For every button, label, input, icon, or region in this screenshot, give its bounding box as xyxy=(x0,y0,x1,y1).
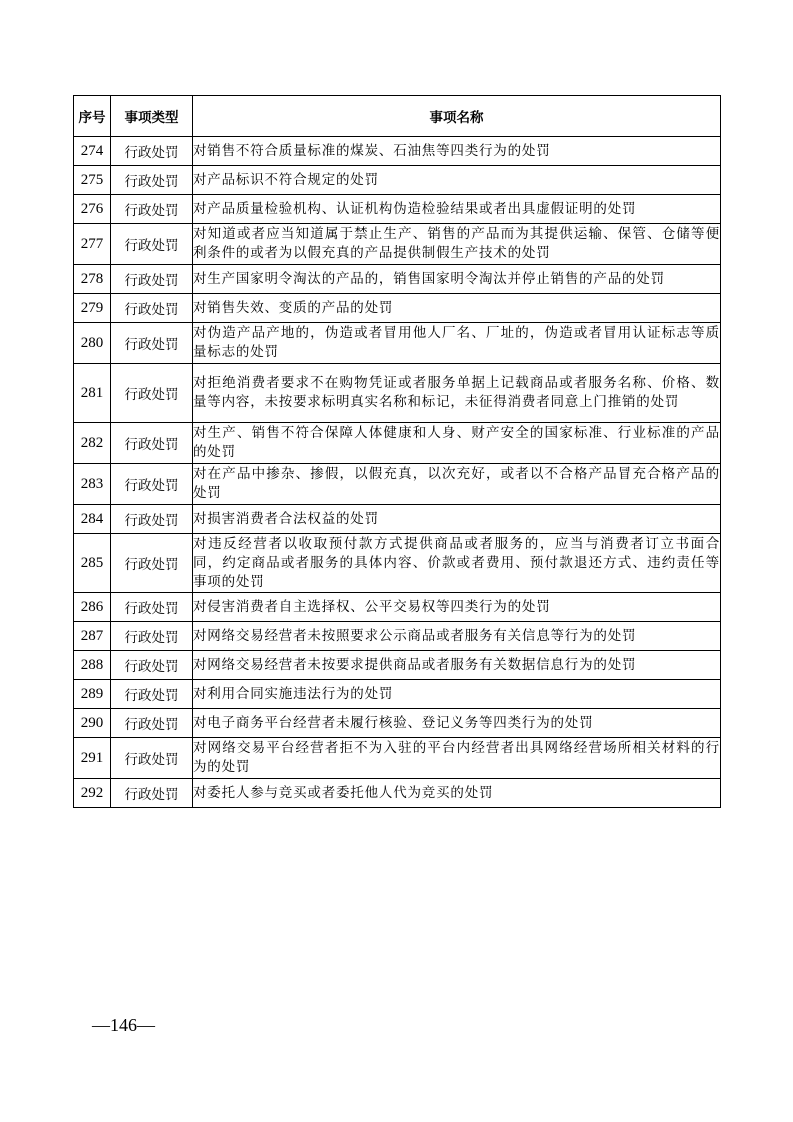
table-row xyxy=(74,779,721,808)
row-type: 行政处罚 xyxy=(111,224,193,265)
row-name: 对违反经营者以收取预付款方式提供商品或者服务的，应当与消费者订立书面合同，约定商品或者服务的具体内容、价款或者费用、预付款退还方式、违约责任等事项的处罚 xyxy=(193,534,721,593)
items-table xyxy=(73,95,721,808)
table-row xyxy=(74,738,721,779)
table-row xyxy=(74,166,721,195)
row-type: 行政处罚 xyxy=(111,137,193,166)
row-type: 行政处罚 xyxy=(111,464,193,505)
table-row xyxy=(74,593,721,622)
row-type: 行政处罚 xyxy=(111,651,193,680)
row-name: 对利用合同实施违法行为的处罚 xyxy=(193,680,721,709)
row-type: 行政处罚 xyxy=(111,265,193,294)
table-row xyxy=(74,464,721,505)
row-type: 行政处罚 xyxy=(111,195,193,224)
table-row xyxy=(74,622,721,651)
table-row xyxy=(74,534,721,593)
row-type: 行政处罚 xyxy=(111,738,193,779)
row-no: 275 xyxy=(74,166,111,195)
row-name: 对伪造产品产地的，伪造或者冒用他人厂名、厂址的，伪造或者冒用认证标志等质量标志的处罚 xyxy=(193,323,721,364)
table-row xyxy=(74,505,721,534)
table-row xyxy=(74,265,721,294)
row-no: 288 xyxy=(74,651,111,680)
table-row xyxy=(74,224,721,265)
header-no: 序号 xyxy=(74,96,111,137)
row-no: 290 xyxy=(74,709,111,738)
row-no: 282 xyxy=(74,423,111,464)
table-row xyxy=(74,137,721,166)
row-type: 行政处罚 xyxy=(111,709,193,738)
row-type: 行政处罚 xyxy=(111,680,193,709)
row-no: 276 xyxy=(74,195,111,224)
row-name: 对生产、销售不符合保障人体健康和人身、财产安全的国家标准、行业标准的产品的处罚 xyxy=(193,423,721,464)
row-type: 行政处罚 xyxy=(111,505,193,534)
row-name: 对销售失效、变质的产品的处罚 xyxy=(193,294,721,323)
header-type: 事项类型 xyxy=(111,96,193,137)
row-name: 对电子商务平台经营者未履行核验、登记义务等四类行为的处罚 xyxy=(193,709,721,738)
row-type: 行政处罚 xyxy=(111,534,193,593)
row-name: 对委托人参与竞买或者委托他人代为竞买的处罚 xyxy=(193,779,721,808)
table-row xyxy=(74,294,721,323)
row-no: 281 xyxy=(74,364,111,423)
row-no: 280 xyxy=(74,323,111,364)
row-name: 对产品标识不符合规定的处罚 xyxy=(193,166,721,195)
row-type: 行政处罚 xyxy=(111,166,193,195)
row-no: 279 xyxy=(74,294,111,323)
row-name: 对在产品中掺杂、掺假，以假充真，以次充好，或者以不合格产品冒充合格产品的处罚 xyxy=(193,464,721,505)
row-type: 行政处罚 xyxy=(111,593,193,622)
header-name: 事项名称 xyxy=(193,96,721,137)
row-no: 287 xyxy=(74,622,111,651)
row-no: 274 xyxy=(74,137,111,166)
row-no: 278 xyxy=(74,265,111,294)
row-type: 行政处罚 xyxy=(111,423,193,464)
row-type: 行政处罚 xyxy=(111,622,193,651)
row-type: 行政处罚 xyxy=(111,294,193,323)
row-name: 对网络交易经营者未按要求提供商品或者服务有关数据信息行为的处罚 xyxy=(193,651,721,680)
row-no: 284 xyxy=(74,505,111,534)
row-name: 对网络交易经营者未按照要求公示商品或者服务有关信息等行为的处罚 xyxy=(193,622,721,651)
row-type: 行政处罚 xyxy=(111,779,193,808)
header-row xyxy=(74,96,721,137)
table-row xyxy=(74,195,721,224)
row-no: 283 xyxy=(74,464,111,505)
row-name: 对侵害消费者自主选择权、公平交易权等四类行为的处罚 xyxy=(193,593,721,622)
row-name: 对产品质量检验机构、认证机构伪造检验结果或者出具虚假证明的处罚 xyxy=(193,195,721,224)
row-type: 行政处罚 xyxy=(111,323,193,364)
row-name: 对网络交易平台经营者拒不为入驻的平台内经营者出具网络经营场所相关材料的行为的处罚 xyxy=(193,738,721,779)
row-no: 277 xyxy=(74,224,111,265)
row-name: 对损害消费者合法权益的处罚 xyxy=(193,505,721,534)
table-row xyxy=(74,709,721,738)
page-number: —146— xyxy=(92,1015,155,1035)
table-row xyxy=(74,423,721,464)
row-no: 285 xyxy=(74,534,111,593)
table-row xyxy=(74,680,721,709)
row-name: 对销售不符合质量标准的煤炭、石油焦等四类行为的处罚 xyxy=(193,137,721,166)
row-no: 289 xyxy=(74,680,111,709)
row-name: 对拒绝消费者要求不在购物凭证或者服务单据上记载商品或者服务名称、价格、数量等内容，未按要求标明真实名称和标记，未征得消费者同意上门推销的处罚 xyxy=(193,364,721,423)
row-name: 对生产国家明令淘汰的产品的，销售国家明令淘汰并停止销售的产品的处罚 xyxy=(193,265,721,294)
row-no: 286 xyxy=(74,593,111,622)
table-row xyxy=(74,323,721,364)
row-no: 292 xyxy=(74,779,111,808)
row-type: 行政处罚 xyxy=(111,364,193,423)
table-row xyxy=(74,364,721,423)
table-row xyxy=(74,651,721,680)
row-name: 对知道或者应当知道属于禁止生产、销售的产品而为其提供运输、保管、仓储等便利条件的或者为以假充真的产品提供制假生产技术的处罚 xyxy=(193,224,721,265)
row-no: 291 xyxy=(74,738,111,779)
